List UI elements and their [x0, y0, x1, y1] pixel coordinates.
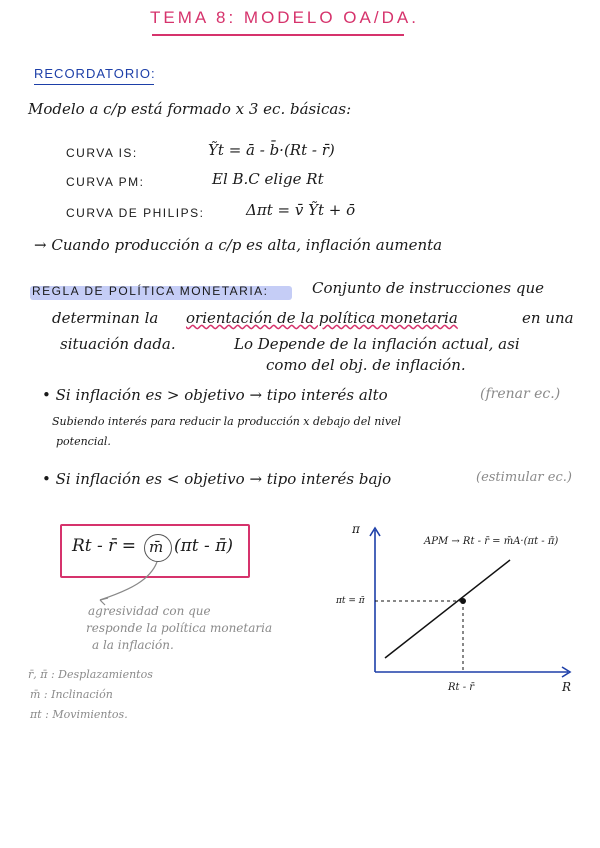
rule-line4: como del obj. de inflación.: [266, 356, 466, 374]
curve-is-eq: Ỹt = ā - b̄·(Rt - r̄): [208, 141, 335, 159]
production-note: → Cuando producción a c/p es alta, inflación aumenta: [34, 236, 443, 254]
bullet-high-sub2: potencial.: [56, 435, 111, 448]
rule-line1: Conjunto de instrucciones que: [312, 279, 545, 297]
legend-displacements: r̄, π̄ : Desplazamientos: [28, 668, 153, 681]
page-title: TEMA 8: MODELO OA/DA.: [150, 8, 419, 27]
graph-y-label: π: [352, 522, 360, 536]
rule-line2b: orientación de la política monetaria: [186, 309, 458, 327]
bullet-high-inflation: • Si inflación es > objetivo → tipo interés alto: [42, 386, 388, 404]
formula-m: m̄: [149, 538, 164, 556]
formula-rhs: (πt - π̄): [174, 536, 233, 556]
curve-pm-name: CURVA PM:: [66, 175, 145, 189]
curve-philips-name: CURVA DE PHILIPS:: [66, 206, 205, 220]
curve-philips-eq: Δπt = v̄ Ỹt + ō: [246, 201, 356, 219]
recordatorio-heading: RECORDATORIO:: [34, 66, 156, 81]
graph-x-tick: Rt - r̄: [448, 682, 475, 693]
legend-movements: πt : Movimientos.: [30, 708, 128, 721]
rule-line2a: determinan la: [52, 309, 159, 327]
annotation-line2: responde la política monetaria: [86, 621, 273, 635]
rule-heading: REGLA DE POLÍTICA MONETARIA:: [32, 284, 269, 298]
graph-y-tick: πt = π̄: [336, 596, 365, 606]
bullet-high-sub: Subiendo interés para reducir la producción x debajo del nivel: [52, 415, 402, 428]
graph-curve-label: APM → Rt - r̄ = m̄A·(πt - π̄): [424, 536, 559, 547]
graph-x-label: R: [562, 680, 572, 694]
rule-line3a: situación dada.: [60, 335, 176, 353]
curve-pm-eq: El B.C elige Rt: [212, 170, 324, 188]
bullet-high-aside: (frenar ec.): [480, 386, 561, 402]
curve-is-name: CURVA IS:: [66, 146, 138, 160]
intro-line: Modelo a c/p está formado x 3 ec. básicas:: [28, 100, 352, 118]
annotation-line1: agresividad con que: [88, 604, 211, 618]
bullet-low-aside: (estimular ec.): [476, 470, 572, 485]
rule-line3b: Lo Depende de la inflación actual, asi: [234, 335, 520, 353]
formula-lhs: Rt - r̄ =: [72, 536, 136, 556]
annotation-line3: a la inflación.: [92, 638, 174, 652]
apm-graph: [330, 520, 590, 700]
legend-slope: m̄ : Inclinación: [30, 688, 113, 701]
bullet-low-inflation: • Si inflación es < objetivo → tipo interés bajo: [42, 470, 392, 488]
rule-line2c: en una: [522, 309, 574, 327]
